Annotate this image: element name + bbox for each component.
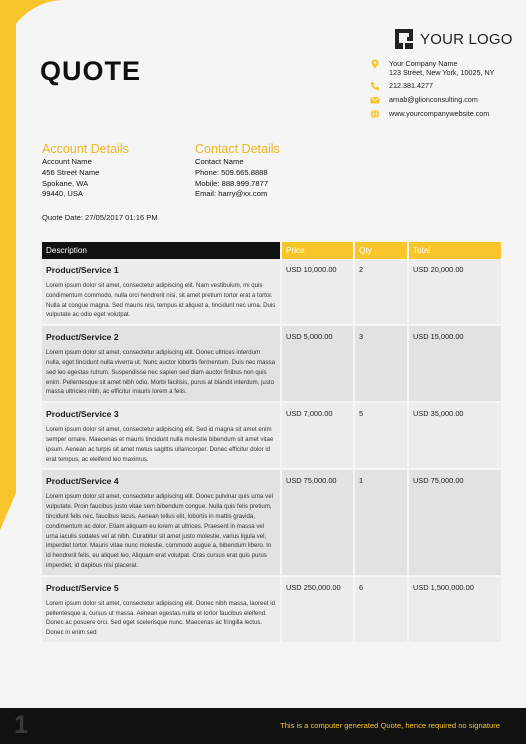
qty-cell: 5 — [353, 403, 407, 470]
product-name: Product/Service 1 — [46, 265, 119, 275]
footer-note: This is a computer generated Quote, hence required no signature — [280, 721, 500, 730]
logo-mark-icon — [393, 27, 415, 51]
logo-text: YOUR LOGO — [420, 30, 513, 48]
contact-details-heading: Contact Details — [195, 142, 280, 156]
company-email-row — [370, 95, 494, 105]
company-website: www.yourcompanywebsite.com — [389, 109, 490, 118]
page-footer — [0, 708, 526, 744]
table-row — [42, 403, 501, 470]
product-name: Product/Service 5 — [46, 582, 119, 593]
price-cell: USD 10,000.00 — [280, 259, 353, 326]
column-header-price: Price — [280, 242, 353, 259]
product-description: Lorem ipsum dolor sit amet, consectetur adipiscing elit. Nam vestibulum, mi quis condimentum commodo, nulla orci hendrerit nisi, sit amet pretium tortor erat a tortor. Nulla at congue magna. Sed mauris nisi, tempus id aliquet a, tincidunt nec urna. Duis vulputate ac odio eget volutpat. — [46, 282, 276, 319]
account-line: 456 Street Name — [42, 167, 100, 177]
contact-details — [195, 157, 268, 200]
globe-icon — [370, 109, 380, 119]
table-row — [42, 577, 501, 644]
table-row — [42, 470, 501, 576]
qty-cell: 2 — [353, 259, 407, 326]
total-cell: USD 1,500,000.00 — [407, 577, 501, 644]
contact-line: Mobile: 888.999.7877 — [195, 178, 269, 188]
description-cell — [42, 403, 280, 470]
product-name: Product/Service 3 — [46, 409, 119, 420]
contact-line: Contact Name — [195, 157, 244, 166]
product-description: Lorem ipsum dolor sit amet, consectetur adipiscing elit. Sed id magna sit amet enim semper ornare. Maecenas et mauris tincidunt nulla molestie bibendum sit amet vitae ipsum. Aenean ac turpis sit amet metus sagittis ullamcorper. Donec efficitur dolor id erat tempus, ac eleifend leo maximus. — [46, 426, 274, 463]
qty-cell: 6 — [353, 577, 407, 644]
line-items-table — [42, 242, 501, 644]
company-email: arnab@glionconsulting.com — [389, 95, 478, 104]
qty-cell: 3 — [353, 326, 407, 403]
product-name: Product/Service 2 — [46, 332, 119, 343]
company-info — [370, 59, 494, 123]
product-description: Lorem ipsum dolor sit amet, consectetur adipiscing elit. Donec nibh massa, laoreet id pellentesque a, cursus ut massa. Aenean egestas nulla et tortor faucibus eleifend. Donec ac posuere orci. Sed eget scelerisque nunc. Maecenas ac fringilla lectus. Donec in enim sed — [46, 599, 275, 637]
description-cell — [42, 326, 280, 403]
total-cell: USD 15,000.00 — [407, 326, 501, 403]
total-cell: USD 75,000.00 — [407, 470, 501, 576]
product-description: Lorem ipsum dolor sit amet, consectetur adipiscing elit. Donec ultrices interdum nulla, eget tincidunt nulla viverra ut. Nunc auctor lobortis fermentum. Duis nec massa sed leo egestas rutrum. Suspendisse nec sapien sed diam auctor finibus non quis enim. Pellentesque sit amet nibh odio. Morbi facilisis, purus at blandit interdum, justo massa ultricies nibh, ac efficitur mauris lorem a felis. — [46, 349, 275, 396]
left-accent-band — [0, 0, 16, 530]
column-header-total: Total — [407, 242, 501, 259]
document-title: QUOTE — [40, 56, 142, 86]
contact-line: Email: harry@xx.com — [195, 189, 268, 199]
phone-icon — [370, 81, 380, 91]
product-description: Lorem ipsum dolor sit amet, consectetur adipiscing elit. Donec pulvinar quis urna vel vulputate. Proin faucibus justo vitae sem bibendum congue. Nulla quis felis pretium, tincidunt felis nec, faucibus lacus. Aenean tellus elit, lobortis in mattis gravida, condimentum ac dolor. Etiam aliquam eu lorem at ultrices. Praesent in massa vel urna iaculis sodales vel at nibh. Curabitur sit amet justo molestie, varius ligula vel, imperdiet tortor. Mauris vitae nunc molestie, commodo augue a, bibendum libero. In id hendrerit felis, eu aliquet leo. Aliquam erat volutpat. Cras cursus erat quis purus imperdiet, id dapibus nisi placerat. — [46, 493, 273, 569]
company-phone-row — [370, 81, 494, 91]
account-line: 99440, USA — [42, 189, 83, 199]
contact-line: Phone: 509.665.8888 — [195, 167, 268, 177]
price-cell: USD 7,000.00 — [280, 403, 353, 470]
envelope-icon — [370, 95, 380, 105]
page-number: 1 — [14, 711, 28, 739]
price-cell: USD 250,000.00 — [280, 577, 353, 644]
column-header-qty: Qty — [353, 242, 407, 259]
description-cell — [42, 259, 280, 326]
company-name: Your Company Name — [389, 59, 458, 68]
company-address: 123 Street, New York, 10025, NY — [389, 68, 495, 77]
price-cell: USD 5,000.00 — [280, 326, 353, 403]
qty-cell: 1 — [353, 470, 407, 576]
quote-date: Quote Date: 27/05/2017 01:16 PM — [42, 213, 158, 222]
description-cell — [42, 470, 280, 576]
product-name: Product/Service 4 — [46, 476, 119, 487]
account-details — [42, 157, 99, 200]
price-cell: USD 75,000.00 — [280, 470, 353, 576]
account-details-heading: Account Details — [42, 142, 129, 156]
company-phone: 212.381.4277 — [389, 81, 433, 90]
company-website-row — [370, 109, 494, 119]
account-line: Account Name — [42, 157, 92, 166]
column-header-description: Description — [42, 242, 280, 259]
description-cell — [42, 577, 280, 644]
account-line: Spokane, WA — [42, 178, 89, 188]
location-pin-icon — [370, 59, 380, 69]
table-row — [42, 259, 501, 326]
total-cell: USD 35,000.00 — [407, 403, 501, 470]
company-address-row — [370, 59, 494, 77]
table-row — [42, 326, 501, 403]
company-logo — [393, 27, 513, 51]
total-cell: USD 20,000.00 — [407, 259, 501, 326]
table-header-row — [42, 242, 501, 259]
